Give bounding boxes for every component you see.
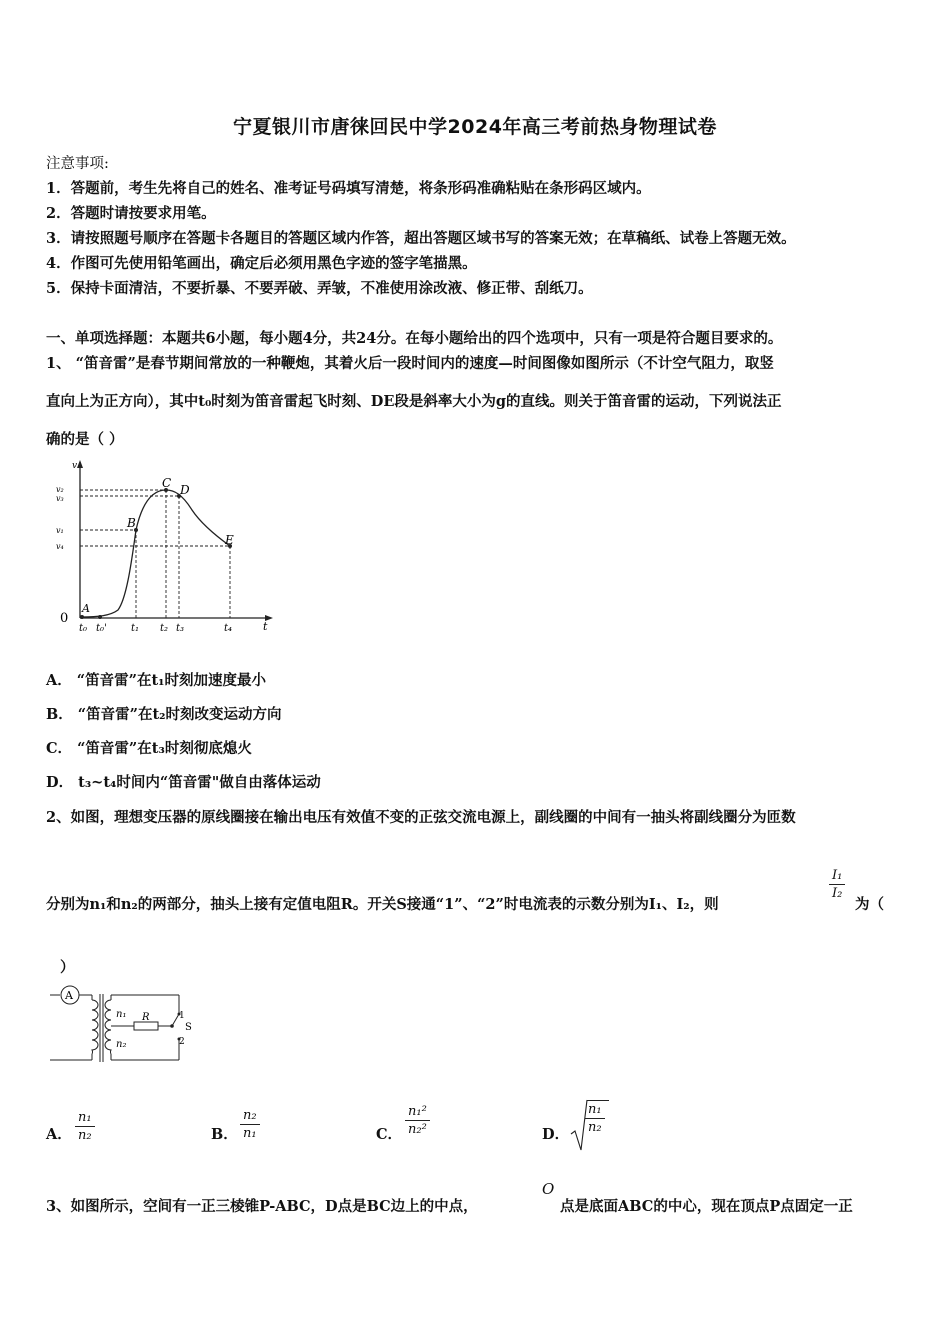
question-2-text: ） — [60, 959, 75, 976]
center-point-symbol: O — [542, 1180, 555, 1198]
point-label-c: C — [162, 476, 172, 490]
sqrt-overline — [587, 1100, 609, 1101]
question-2-option-a[interactable] — [75, 1110, 95, 1143]
tick-label-t2: t₂ — [160, 623, 169, 634]
tick-label-t1: t₁ — [131, 623, 140, 634]
question-2-option-a-label[interactable]: A． — [46, 1126, 72, 1143]
switch-position-1: 1 — [179, 1011, 185, 1021]
axis-label-v: v — [72, 461, 78, 471]
tick-label-t3: t₃ — [176, 623, 185, 634]
question-2-text: 分别为n₁和n₂的两部分，抽头上接有定值电阻R。开关S接通“1”、“2”时电流表的示数分别为I₁、I₂，则 — [46, 896, 719, 913]
notes-heading: 注意事项: — [46, 156, 109, 172]
coil-label-n1: n₁ — [116, 1009, 127, 1020]
question-2-option-c-label[interactable]: C． — [376, 1126, 403, 1143]
question-3-text: 3、如图所示，空间有一正三棱锥P-ABC，D点是BC边上的中点， — [46, 1198, 478, 1215]
switch-position-2: 2 — [179, 1037, 185, 1047]
point-label-d: D — [180, 483, 190, 497]
current-ratio-fraction — [829, 868, 845, 901]
tick-label-v2: v₂ — [56, 485, 64, 494]
tick-label-v3: v₃ — [56, 494, 64, 503]
question-1-option-d[interactable]: D． t₃~t₄时间内“笛音雷"做自由落体运动 — [46, 774, 321, 791]
question-2-option-d[interactable] — [585, 1102, 605, 1135]
question-2-option-b-label[interactable]: B． — [211, 1126, 238, 1143]
coil-label-n2: n₂ — [116, 1039, 127, 1050]
ratio-numerator: I₁ — [832, 868, 843, 883]
question-2-option-c[interactable] — [405, 1104, 430, 1137]
ammeter-label: A — [65, 989, 73, 1002]
option-d-denominator: n₂ — [588, 1120, 602, 1135]
option-d-numerator: n₁ — [588, 1102, 602, 1117]
option-a-denominator: n₂ — [78, 1128, 92, 1143]
tick-label-t4: t₄ — [224, 623, 233, 634]
question-1-option-b[interactable]: B． “笛音雷”在t₂时刻改变运动方向 — [46, 706, 282, 723]
origin-label: 0 — [60, 611, 69, 626]
switch-label: S — [185, 1022, 192, 1033]
transformer-circuit-diagram — [46, 984, 206, 1066]
option-a-numerator: n₁ — [78, 1110, 92, 1125]
option-c-denominator: n₂² — [408, 1122, 427, 1137]
question-3-text-tail: 点是底面ABC的中心，现在顶点P点固定一正 — [560, 1198, 853, 1215]
note-item: 5．保持卡面清洁，不要折暴、不要弄破、弄皱，不准使用涂改液、修正带、刮纸刀。 — [46, 280, 593, 297]
question-1-option-a[interactable]: A． “笛音雷”在t₁时刻加速度最小 — [46, 672, 267, 689]
point-label-b: B — [127, 516, 136, 530]
note-item: 1．答题前，考生先将自己的姓名、准考证号码填写清楚，将条形码准确粘贴在条形码区域内。 — [46, 180, 651, 197]
point-label-a: A — [82, 602, 90, 615]
question-2-text: 2、如图，理想变压器的原线圈接在输出电压有效值不变的正弦交流电源上，副线圈的中间有一抽头将副线圈分为匝数 — [46, 809, 796, 826]
question-1-text: 直向上为正方向），其中t₀时刻为笛音雷起飞时刻、DE段是斜率大小为g的直线。则关于笛音雷的运动，下列说法正 — [46, 393, 782, 410]
question-1-option-c[interactable]: C． “笛音雷”在t₃时刻彻底熄火 — [46, 740, 252, 757]
tick-label-v1: v₁ — [56, 526, 64, 535]
page-title: 宁夏银川市唐徕回民中学2024年高三考前热身物理试卷 — [233, 116, 717, 138]
option-c-numerator: n₁² — [408, 1104, 427, 1119]
velocity-time-graph — [52, 458, 282, 638]
ratio-denominator: I₂ — [832, 886, 843, 901]
tick-label-t0-prime: t₀' — [96, 623, 107, 634]
question-1-text: 确的是（ ） — [46, 431, 124, 448]
tick-label-v4: v₄ — [56, 542, 64, 551]
axis-label-t: t — [263, 620, 268, 633]
question-1-text: 1、 “笛音雷”是春节期间常放的一种鞭炮，其着火后一段时间内的速度—时间图像如图所示（不计空气阻力，取竖 — [46, 355, 774, 372]
question-2-text-tail: 为（ — [855, 896, 884, 913]
option-b-numerator: n₂ — [243, 1108, 257, 1123]
note-item: 2．答题时请按要求用笔。 — [46, 205, 216, 222]
question-2-option-b[interactable] — [240, 1108, 260, 1141]
question-2-option-d-label[interactable]: D． — [542, 1126, 570, 1143]
tick-label-t0: t₀ — [79, 623, 88, 634]
option-b-denominator: n₁ — [243, 1126, 257, 1141]
section-heading: 一、单项选择题：本题共6小题，每小题4分，共24分。在每小题给出的四个选项中，只有一项是符合题目要求的。 — [46, 330, 783, 347]
note-item: 4．作图可先使用铅笔画出，确定后必须用黑色字迹的签字笔描黑。 — [46, 255, 477, 272]
resistor-label: R — [142, 1012, 150, 1023]
point-label-e: E — [225, 533, 234, 547]
note-item: 3．请按照题号顺序在答题卡各题目的答题区域内作答，超出答题区域书写的答案无效；在草稿纸、试卷上答题无效。 — [46, 230, 796, 247]
